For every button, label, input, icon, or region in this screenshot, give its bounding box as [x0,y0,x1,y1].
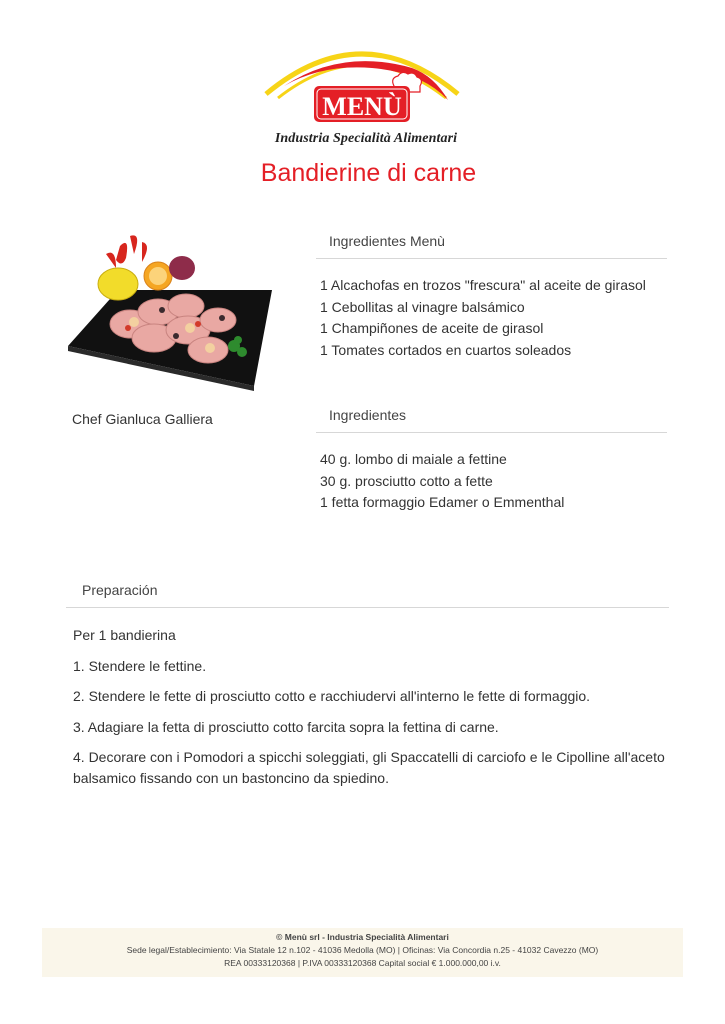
recipe-title: Bandierine di carne [260,159,477,187]
list-item: 40 g. lombo di maiale a fettine [320,451,507,467]
ingredients-heading: Ingredientes [329,407,407,423]
preparation-step: 2. Stendere le fette di prosciutto cotto e racchiudervi all'interno le fette di formaggio. [73,688,591,704]
logo-tagline: Industria Specialità Alimentari [274,131,458,146]
list-item: 1 Alcachofas en trozos "frescura" al aceite de girasol [320,277,646,293]
preparation-step: 4. Decorare con i Pomodori a spicchi soleggiati, gli Spaccatelli di carciofo e le Cipolline all'aceto balsamico fissando con un bastoncino da spiedino. [73,749,665,786]
logo-text: MENÙ [322,92,402,121]
list-item: 1 Champiñones de aceite de girasol [320,320,544,336]
list-item: 30 g. prosciutto cotto a fette [320,472,493,489]
divider [66,607,669,608]
preparation-steps [73,625,673,798]
list-item: 1 Tomates cortados en cuartos soleados [320,341,572,358]
divider [316,258,667,259]
footer-copyright: © Menù srl - Industria Specialità Alimentari [276,932,449,942]
preparation-step: 1. Stendere le fettine. [73,657,207,674]
preparation-heading: Preparación [82,582,158,598]
footer-address: Sede legal/Establecimiento: Via Statale 12 n.102 - 41036 Medolla (MO) | Oficinas: Via Concordia n.25 - 41032 Cavezzo (MO) [126,945,599,955]
divider [316,432,667,433]
footer-registration: REA 00333120368 | P.IVA 00333120368 Capital social € 1.000.000,00 i.v. [224,958,501,968]
list-item: 1 fetta formaggio Edamer o Emmenthal [320,494,565,510]
chef-name: Chef Gianluca Galliera [72,411,213,427]
preparation-step: Per 1 bandierina [73,627,176,643]
footer [42,928,683,977]
ingredients-list [320,449,564,514]
ingredients-menu-list [320,275,646,361]
ingredients-menu-heading: Ingredientes Menù [329,233,445,249]
meat-platter-photo [58,228,278,396]
preparation-step: 3. Adagiare la fetta di prosciutto cotto farcita sopra la fettina di carne. [73,718,499,735]
list-item: 1 Cebollitas al vinagre balsámico [320,298,525,315]
